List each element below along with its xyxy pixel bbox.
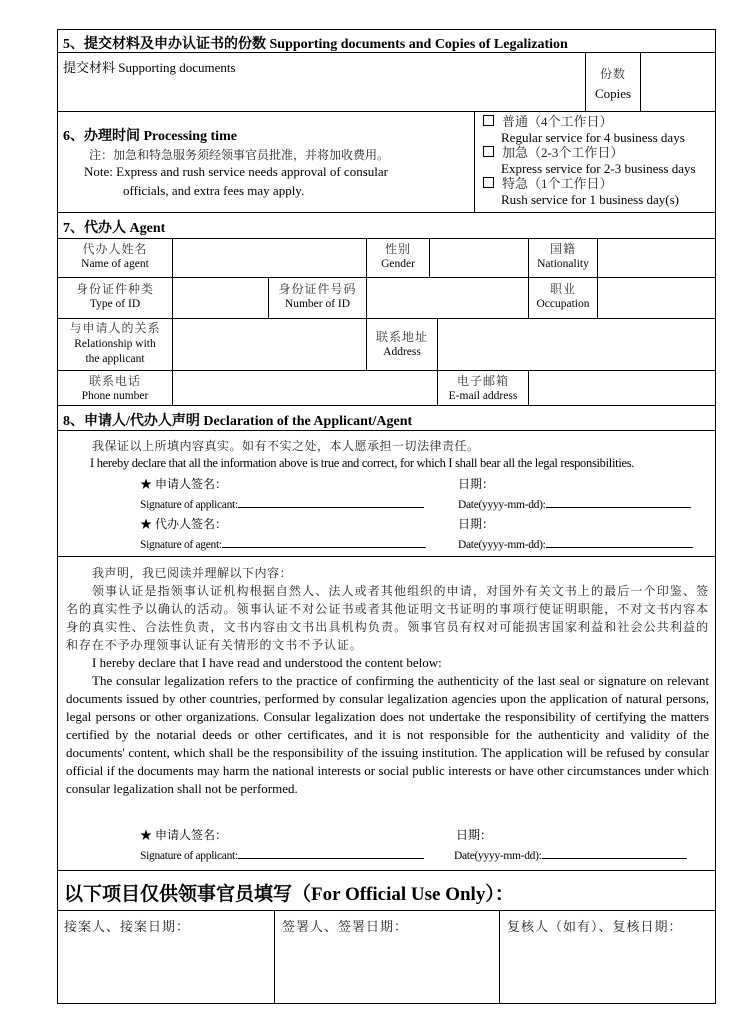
checkbox-express[interactable] xyxy=(483,146,494,157)
agent-date-label-en: Date(yyyy-mm-dd): xyxy=(458,539,546,551)
border xyxy=(715,29,716,1004)
applicant-signature-line[interactable] xyxy=(238,495,424,508)
option-label-zh: 特急（1个工作日） xyxy=(502,176,613,191)
phone-label-zh: 联系电话 xyxy=(88,374,141,388)
email-field[interactable] xyxy=(529,371,715,405)
id-number-label-zh: 身份证件号码 xyxy=(278,282,357,296)
relationship-field[interactable] xyxy=(173,319,366,370)
email-label-zh: 电子邮箱 xyxy=(456,374,509,388)
official-cell-receiver: 接案人、接案日期： xyxy=(64,919,191,934)
final-signature-label-en: Signature of applicant: xyxy=(140,850,238,862)
section-5-title: 5、提交材料及申办认证书的份数 Supporting documents and Copies of Legalization xyxy=(63,37,568,52)
id-type-field[interactable] xyxy=(173,278,268,318)
id-number-label-en: Number of ID xyxy=(284,298,351,310)
agent-name-label-zh: 代办人姓名 xyxy=(82,242,148,256)
agent-signature-label-en: Signature of agent: xyxy=(140,539,222,551)
occupation-label-zh: 职业 xyxy=(549,282,576,296)
final-signature-line[interactable] xyxy=(238,846,424,859)
phone-field[interactable] xyxy=(173,371,437,405)
id-type-label-en: Type of ID xyxy=(89,298,141,310)
final-date-label-en: Date(yyyy-mm-dd): xyxy=(454,850,542,862)
declaration-intro-en: I hereby declare that I have read and understood the content below: xyxy=(92,655,442,670)
declaration-zh: 我保证以上所填内容真实。如有不实之处，本人愿承担一切法律责任。 xyxy=(92,439,480,453)
copies-label-zh: 份数 xyxy=(599,67,626,81)
occupation-field[interactable] xyxy=(598,278,715,318)
option-label-zh: 加急（2-3个工作日） xyxy=(502,145,624,160)
border xyxy=(57,29,58,1004)
divider xyxy=(57,910,716,911)
address-label-en: Address xyxy=(383,346,421,358)
divider xyxy=(57,556,716,557)
agent-date-line[interactable] xyxy=(546,535,693,548)
divider xyxy=(474,111,475,212)
supporting-documents-label: 提交材料 Supporting documents xyxy=(63,60,236,75)
divider xyxy=(57,111,716,112)
divider xyxy=(274,910,275,1004)
option-label-zh: 普通（4个工作日） xyxy=(502,114,613,129)
processing-note-en-2: officials, and extra fees may apply. xyxy=(123,183,305,198)
final-signature-label-zh: ★ 申请人签名： xyxy=(140,828,228,842)
option-express[interactable] xyxy=(483,145,696,161)
divider xyxy=(57,430,716,431)
divider xyxy=(57,1003,716,1004)
address-label-zh: 联系地址 xyxy=(375,330,428,344)
copies-label-en: Copies xyxy=(594,86,632,101)
date-label-zh: 日期： xyxy=(458,477,495,491)
agent-date-label-zh: 日期： xyxy=(458,517,495,531)
applicant-date-line[interactable] xyxy=(546,495,691,508)
option-label-en: Rush service for 1 business day(s) xyxy=(501,191,679,207)
occupation-label-en: Occupation xyxy=(536,298,590,310)
supporting-documents-field[interactable] xyxy=(63,75,578,107)
declaration-body-en: The consular legalization refers to the practice of confirming the authenticity of the last seal or signature on relevant documents issued by other countries, performed by consular legalization agencies upon the application of natural persons, legal persons or other organizations. Consular legalization does not undertake the responsibility of certifying the matters certified by the notarial deeds or other certificates, and it is not responsible for the authenticity and validity of the documents' content, which shall be the responsibility of the issuing institution. The application will be refused by consular official if the documents may harm the national interests or social public interests or have other circumstances under which consular legalization shall not be performed. xyxy=(66,673,709,796)
gender-field[interactable] xyxy=(430,239,528,277)
final-date-line[interactable] xyxy=(542,846,687,859)
option-regular[interactable] xyxy=(483,114,696,130)
declaration-body-zh: 领事认证是指领事认证机构根据自然人、法人或者其他组织的申请，对国外有关文书上的最后一个印鉴、签名的真实性予以确认的活动。领事认证不对公证书或者其他证明文书证明的事项行使证明职能，不对文书内容本身的真实性、合法性负责，文书内容由文书出具机构负责。领事官员有权对可能损害国家利益和社会公共利益的和存在不予办理领事认证有关情形的文书不予认证。 xyxy=(66,584,709,652)
relationship-label-en: Relationship with xyxy=(74,337,156,350)
applicant-signature-label-zh: ★ 申请人签名： xyxy=(140,477,228,491)
id-number-field[interactable] xyxy=(367,278,528,318)
border xyxy=(57,29,716,30)
agent-name-field[interactable] xyxy=(173,239,366,277)
checkbox-regular[interactable] xyxy=(483,115,494,126)
section-8-title: 8、申请人/代办人声明 Declaration of the Applicant/Agent xyxy=(63,414,413,429)
phone-label-en: Phone number xyxy=(81,390,149,402)
gender-label-zh: 性别 xyxy=(384,242,411,256)
official-cell-reviewer: 复核人（如有）、复核日期： xyxy=(507,919,683,934)
processing-note-en: Note: Express and rush service needs approval of consular xyxy=(84,164,388,179)
option-label-en: Regular service for 4 business days xyxy=(501,129,685,145)
nationality-label-en: Nationality xyxy=(537,258,589,270)
relationship-label-en-2: the applicant xyxy=(85,353,145,365)
nationality-label-zh: 国籍 xyxy=(549,242,576,256)
address-field[interactable] xyxy=(438,319,715,370)
official-cell-signer: 签署人、签署日期： xyxy=(282,919,409,934)
applicant-signature-label-en: Signature of applicant: xyxy=(140,499,238,511)
divider xyxy=(499,910,500,1004)
option-rush[interactable] xyxy=(483,176,696,192)
agent-signature-line[interactable] xyxy=(222,535,426,548)
declaration-en: I hereby declare that all the information above is true and correct, for which I shall bear all the legal responsibilities. xyxy=(90,456,635,470)
agent-name-label-en: Name of agent xyxy=(81,258,149,270)
divider xyxy=(57,405,716,406)
id-type-label-zh: 身份证件种类 xyxy=(75,282,154,296)
relationship-label-zh: 与申请人的关系 xyxy=(69,321,161,335)
processing-note-zh: 注：加急和特急服务须经领事官员批准，并将加收费用。 xyxy=(89,148,390,162)
divider xyxy=(57,870,716,871)
nationality-field[interactable] xyxy=(598,239,715,277)
option-label-en: Express service for 2-3 business days xyxy=(501,160,696,176)
section-7-title: 7、代办人 Agent xyxy=(63,221,166,236)
divider xyxy=(57,212,716,213)
date-label-en: Date(yyyy-mm-dd): xyxy=(458,499,546,511)
gender-label-en: Gender xyxy=(381,258,415,270)
official-use-title: 以下项目仅供领事官员填写（For Official Use Only）： xyxy=(64,884,514,905)
final-date-label-zh: 日期： xyxy=(456,828,493,842)
copies-field[interactable] xyxy=(641,53,715,111)
email-label-en: E-mail address xyxy=(448,390,518,402)
agent-signature-label-zh: ★ 代办人签名： xyxy=(140,517,228,531)
checkbox-rush[interactable] xyxy=(483,177,494,188)
declaration-intro-zh: 我声明，我已阅读并理解以下内容： xyxy=(92,566,293,580)
section-6-title: 6、办理时间 Processing time xyxy=(63,129,237,144)
